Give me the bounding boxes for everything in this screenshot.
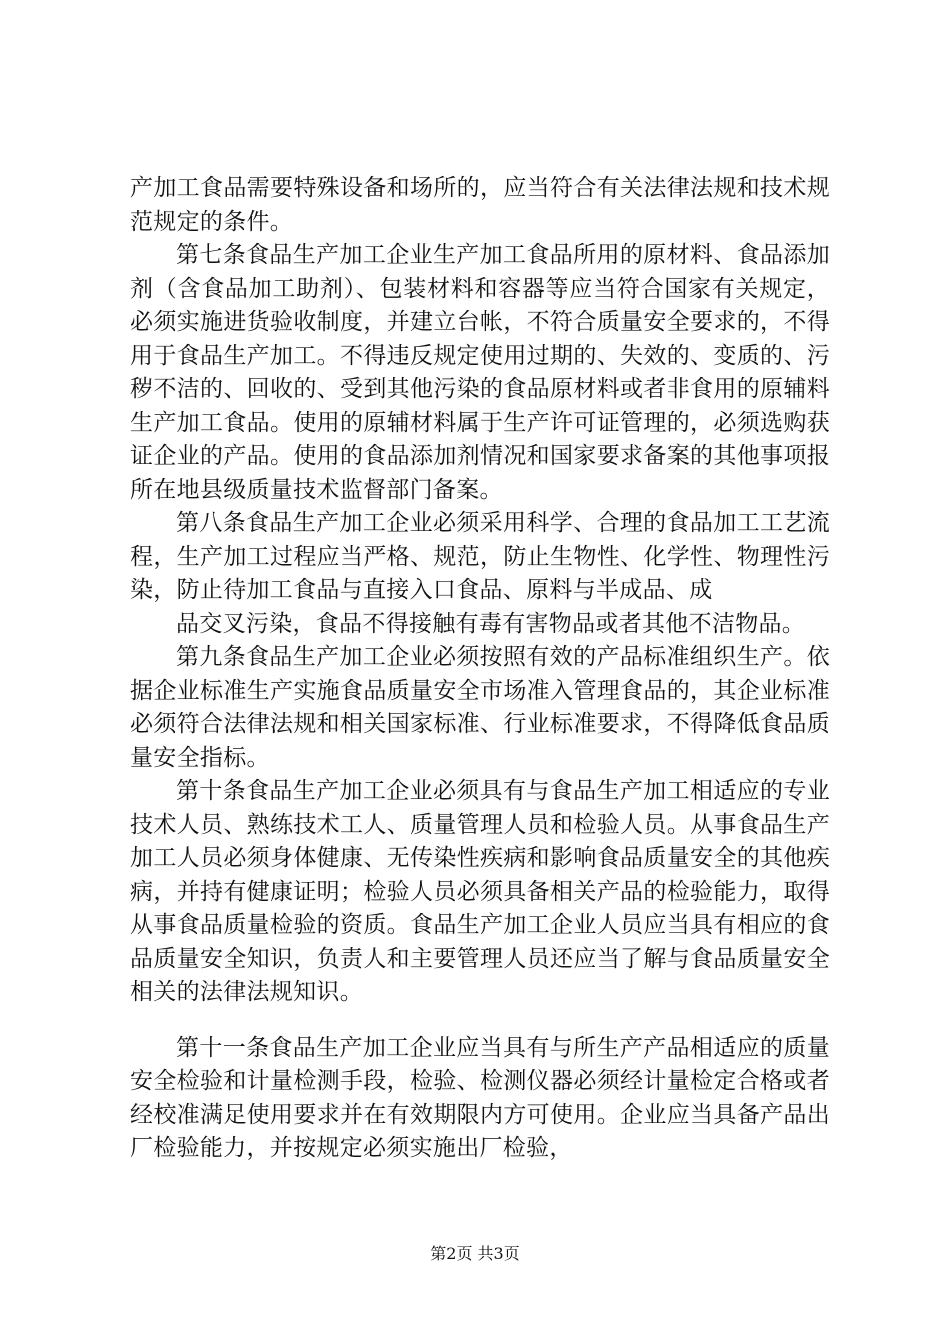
paragraph-continuation: 产加工食品需要特殊设备和场所的，应当符合有关法律法规和技术规范规定的条件。 — [130, 175, 830, 235]
paragraph-article-8: 第八条食品生产加工企业必须采用科学、合理的食品加工工艺流程，生产加工过程应当严格、规范，防止生物性、化学性、物理性污染，防止待加工食品与直接入口食品、原料与半成品、成 — [130, 510, 830, 603]
paragraph-article-7: 第七条食品生产加工企业生产加工食品所用的原材料、食品添加剂（含食品加工助剂）、包装材料和容器等应当符合国家有关规定，必须实施进货验收制度，并建立台帐，不符合质量安全要求的，不得用于食品生产加工。不得违反规定使用过期的、失效的、变质的、污秽不洁的、回收的、受到其他污染的食品原材料或者非食用的原辅料生产加工食品。使用的原辅材料属于生产许可证管理的，必须选购获证企业的产品。使用的食品添加剂情况和国家要求备案的其他事项报所在地县级质量技术监督部门备案。 — [130, 242, 830, 503]
paragraph-article-9: 第九条食品生产加工企业必须按照有效的产品标准组织生产。依据企业标准生产实施食品质量安全市场准入管理食品的，其企业标准必须符合法律法规和相关国家标准、行业标准要求，不得降低食品质量安全指标。 — [130, 644, 830, 771]
paragraph-article-11: 第十一条食品生产加工企业应当具有与所生产产品相适应的质量安全检验和计量检测手段，检验、检测仪器必须经计量检定合格或者经校准满足使用要求并在有效期限内方可使用。企业应当具备产品出厂检验能力，并按规定必须实施出厂检验， — [130, 1034, 830, 1161]
document-body — [130, 172, 830, 1166]
paragraph-article-10: 第十条食品生产加工企业必须具有与食品生产加工相适应的专业技术人员、熟练技术工人、质量管理人员和检验人员。从事食品生产加工人员必须身体健康、无传染性疾病和影响食品质量安全的其他疾病，并持有健康证明；检验人员必须具备相关产品的检验能力，取得从事食品质量检验的资质。食品生产加工企业人员应当具有相应的食品质量安全知识，负责人和主要管理人员还应当了解与食品质量安全相关的法律法规知识。 — [130, 778, 830, 1005]
page-footer: 第2页 共3页 — [430, 1244, 520, 1263]
paragraph-article-8-continued: 品交叉污染，食品不得接触有毒有害物品或者其他不洁物品。 — [176, 610, 806, 637]
